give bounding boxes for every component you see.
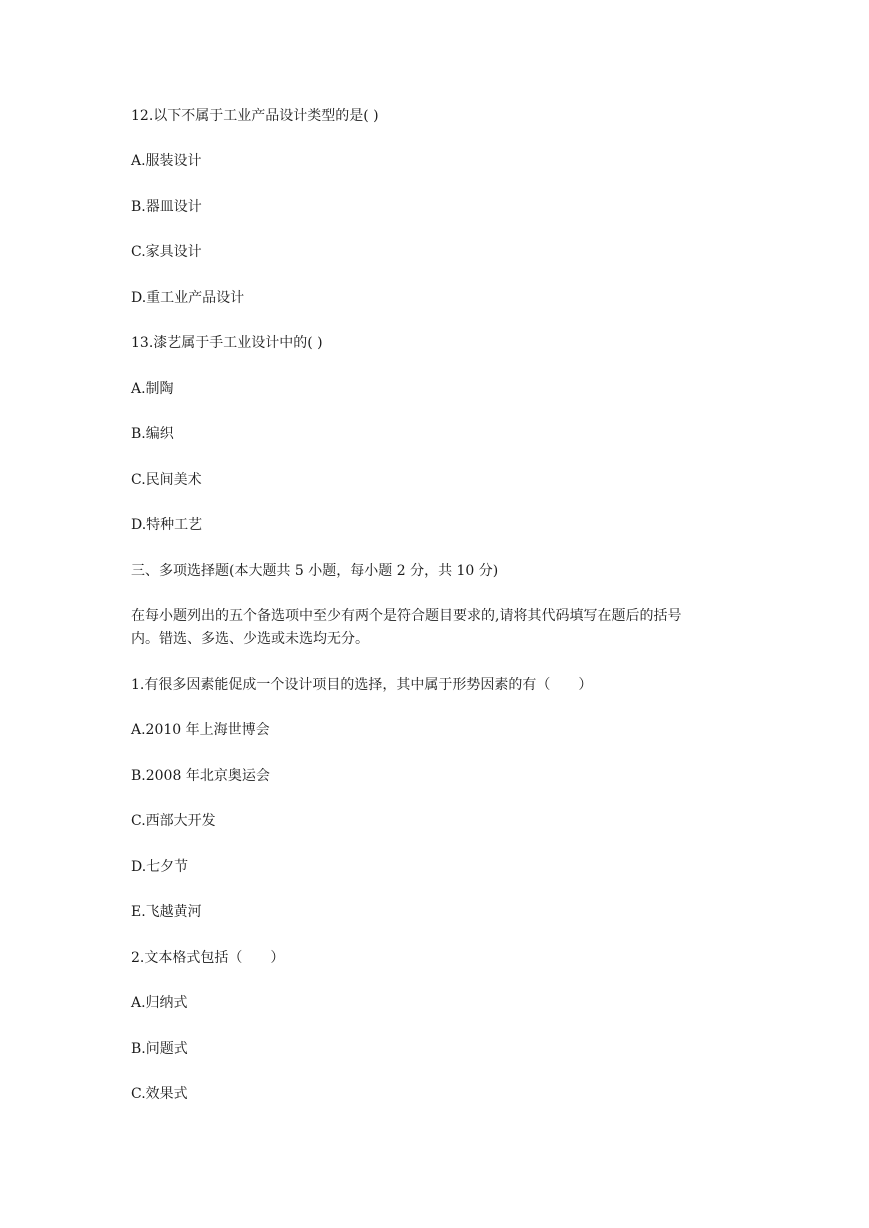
multi-question-2-option-b: B.问题式 — [131, 1041, 188, 1057]
question-13-stem: 13.漆艺属于手工业设计中的( ) — [131, 335, 323, 351]
multi-question-2-option-a: A.归纳式 — [131, 995, 188, 1011]
question-13-option-a: A.制陶 — [131, 381, 174, 397]
multi-question-1-option-a: A.2010 年上海世博会 — [131, 722, 270, 738]
section-3-instructions-line-1: 在每小题列出的五个备选项中至少有两个是符合题目要求的,请将其代码填写在题后的括号 — [131, 608, 682, 624]
multi-question-1-option-c: C.西部大开发 — [131, 813, 216, 829]
multi-question-1-stem: 1.有很多因素能促成一个设计项目的选择，其中属于形势因素的有（ ） — [131, 677, 593, 693]
question-12-option-b: B.器皿设计 — [131, 199, 202, 215]
question-12-stem: 12.以下不属于工业产品设计类型的是( ) — [131, 108, 379, 124]
section-3-instructions-line-2: 内。错选、多选、少选或未选均无分。 — [131, 631, 369, 647]
multi-question-2-option-c: C.效果式 — [131, 1086, 188, 1102]
multi-question-2-stem: 2.文本格式包括（ ） — [131, 950, 285, 966]
question-12-option-c: C.家具设计 — [131, 244, 202, 260]
question-13-option-d: D.特种工艺 — [131, 517, 203, 533]
section-3-heading: 三、多项选择题(本大题共 5 小题，每小题 2 分，共 10 分) — [131, 563, 499, 579]
multi-question-1-option-e: E.飞越黄河 — [131, 904, 202, 920]
question-13-option-b: B.编织 — [131, 426, 174, 442]
multi-question-1-option-d: D.七夕节 — [131, 859, 189, 875]
question-12-option-d: D.重工业产品设计 — [131, 290, 245, 306]
question-13-option-c: C.民间美术 — [131, 472, 202, 488]
multi-question-1-option-b: B.2008 年北京奥运会 — [131, 768, 270, 784]
question-12-option-a: A.服装设计 — [131, 153, 202, 169]
